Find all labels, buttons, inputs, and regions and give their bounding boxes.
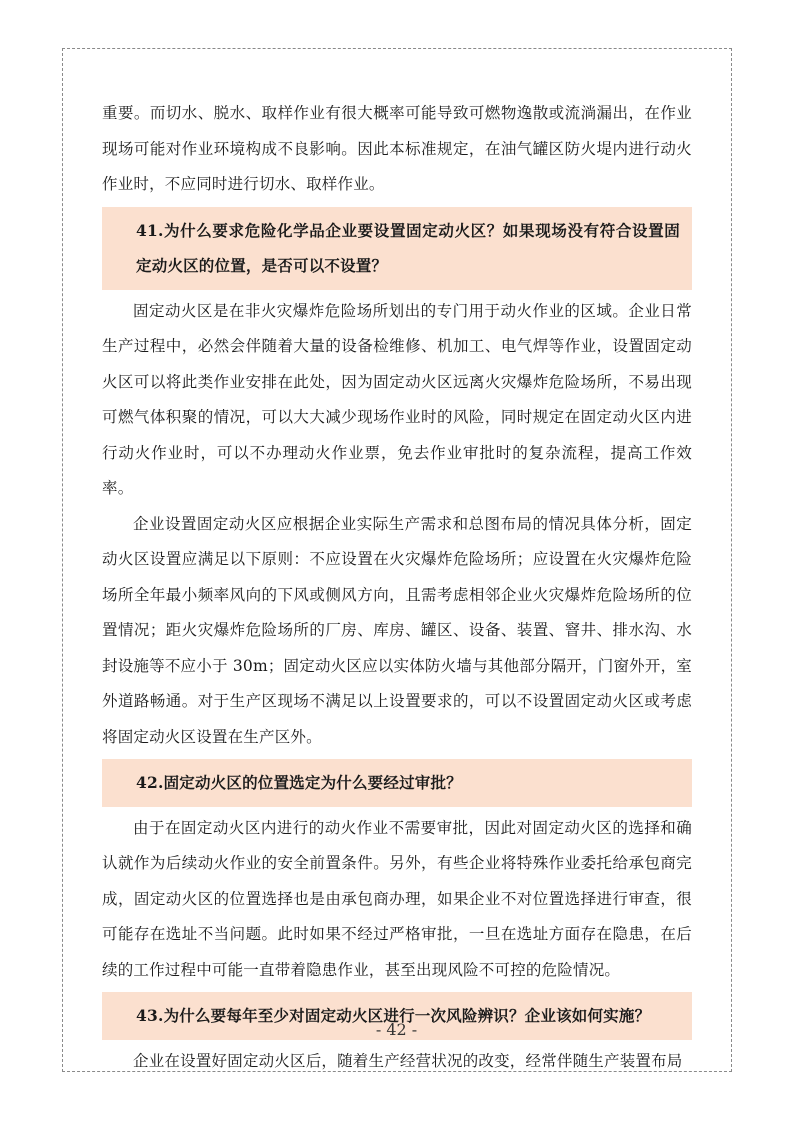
question-42-box	[102, 759, 692, 807]
question-42-heading: 42.固定动火区的位置选定为什么要经过审批？	[136, 773, 462, 792]
question-43-heading: 43.为什么要每年至少对固定动火区进行一次风险辨识？企业该如何实施？	[136, 1006, 651, 1025]
question-41-box	[102, 207, 692, 290]
q43-paragraph-1: 企业在设置好固定动火区后，随着生产经营状况的改变，经常伴随生产装置布局	[133, 1051, 683, 1070]
q42-paragraph-1: 由于在固定动火区内进行的动火作业不需要审批，因此对固定动火区的选择和确认就作为后续动火作业的安全前置条件。另外，有些企业将特殊作业委托给承包商完成，固定动火区的位置选择也是由承包商办理，如果企业不对位置选择进行审查，很可能存在选址不当问题。此时如果不经过严格审批，一旦在选址方面存在隐患，在后续的工作过程中可能一直带着隐患作业，甚至出现风险不可控的危险情况。	[102, 818, 692, 979]
question-41-heading: 41.为什么要求危险化学品企业要设置固定动火区？如果现场没有符合设置固定动火区的位置，是否可以不设置？	[136, 220, 680, 275]
paragraph-continuation: 重要。而切水、脱水、取样作业有很大概率可能导致可燃物逸散或流淌漏出，在作业现场可能对作业环境构成不良影响。因此本标准规定，在油气罐区防火堤内进行动火作业时，不应同时进行切水、取样作业。	[102, 104, 692, 193]
document-body	[102, 96, 692, 1079]
page-number: - 42 -	[375, 1020, 418, 1039]
q41-paragraph-2: 企业设置固定动火区应根据企业实际生产需求和总图布局的情况具体分析，固定动火区设置应满足以下原则：不应设置在火灾爆炸危险场所；应设置在火灾爆炸危险场所全年最小频率风向的下风或侧风方向，且需考虑相邻企业火灾爆炸危险场所的位置情况；距火灾爆炸危险场所的厂房、库房、罐区、设备、装置、窨井、排水沟、水封设施等不应小于 30m；固定动火区应以实体防火墙与其他部分隔开，门窗外开，室外道路畅通。对于生产区现场不满足以上设置要求的，可以不设置固定动火区或考虑将固定动火区设置在生产区外。	[102, 514, 692, 746]
q41-paragraph-1: 固定动火区是在非火灾爆炸危险场所划出的专门用于动火作业的区域。企业日常生产过程中，必然会伴随着大量的设备检维修、机加工、电气焊等作业，设置固定动火区可以将此类作业安排在此处，因为固定动火区远离火灾爆炸危险场所，不易出现可燃气体积聚的情况，可以大大减少现场作业时的风险，同时规定在固定动火区内进行动火作业时，可以不办理动火作业票，免去作业审批时的复杂流程，提高工作效率。	[102, 301, 692, 497]
